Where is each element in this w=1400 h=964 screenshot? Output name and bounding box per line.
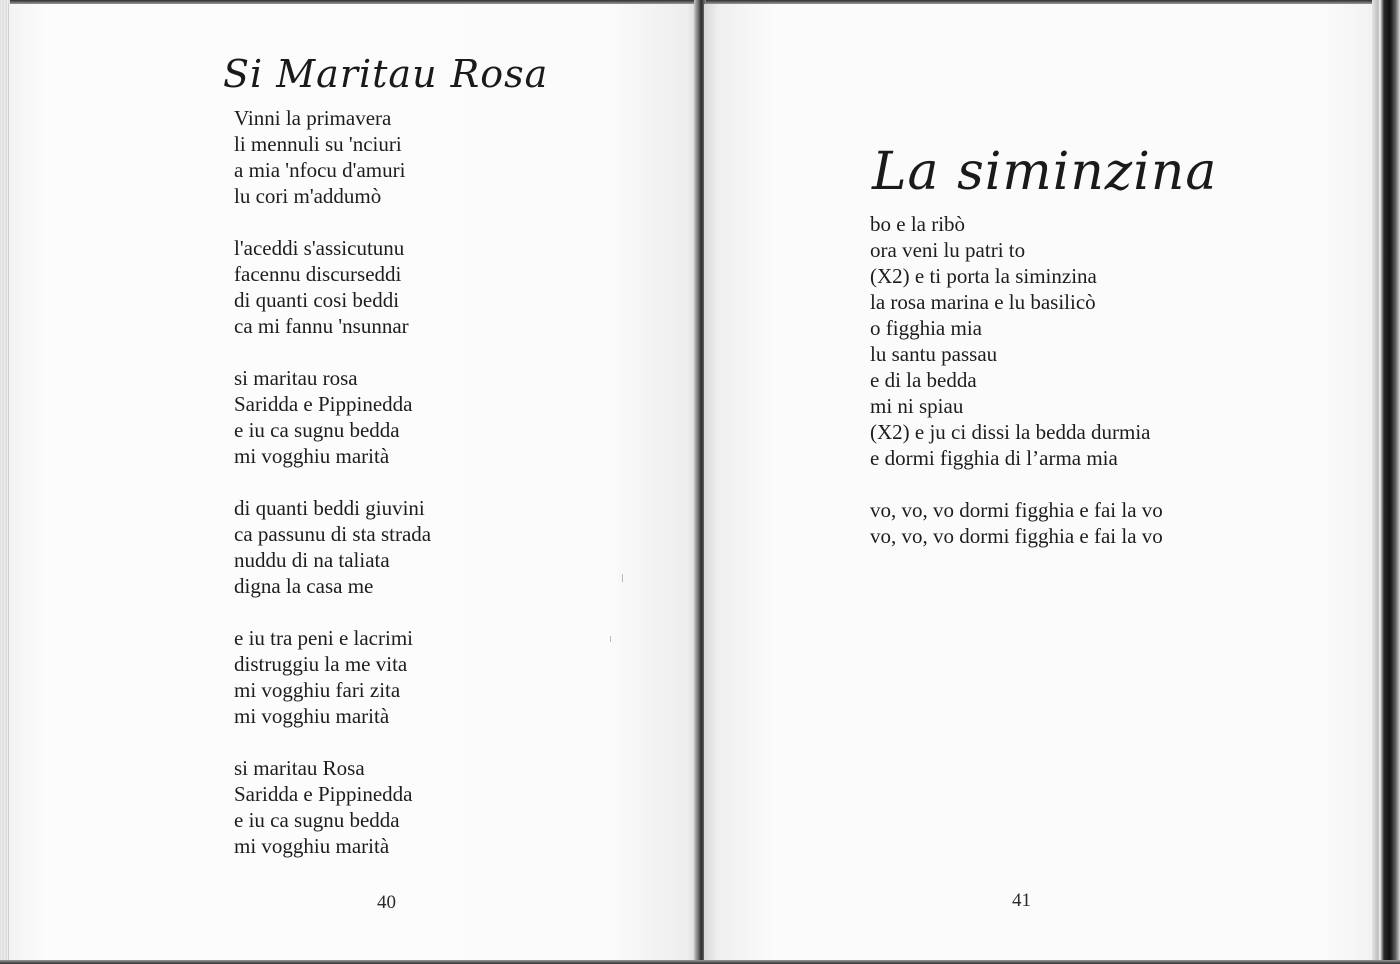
stanza-gap (870, 471, 1163, 497)
stanza-gap (234, 729, 431, 755)
stanza-gap (234, 469, 431, 495)
paper-speck (610, 636, 611, 642)
poem-line: si maritau rosa (234, 366, 358, 390)
poem-line: (X2) e ti porta la siminzina (870, 264, 1097, 288)
paper-speck (622, 574, 623, 582)
poem-line: mi ni spiau (870, 394, 964, 418)
poem-line: di quanti cosi beddi (234, 288, 400, 312)
poem-line: mi vogghiu marità (234, 704, 390, 728)
stanza (234, 365, 431, 469)
poem-line: nuddu di na taliata (234, 548, 390, 572)
poem-line: digna la casa me (234, 574, 374, 598)
stanza (870, 211, 1163, 471)
poem-line: lu cori m'addumò (234, 184, 382, 208)
poem-line: bo e la ribò (870, 212, 966, 236)
stanza (234, 625, 431, 729)
right-page-title: La siminzina (872, 142, 1218, 202)
poem-line: e di la bedda (870, 368, 977, 392)
poem-line: e iu ca sugnu bedda (234, 808, 400, 832)
poem-line: ca passunu di sta strada (234, 522, 432, 546)
poem-line: vo, vo, vo dormi figghia e fai la vo (870, 498, 1163, 522)
poem-line: mi vogghiu marità (234, 834, 390, 858)
stanza (870, 497, 1163, 549)
stanza-gap (234, 599, 431, 625)
poem-line: e iu tra peni e lacrimi (234, 626, 414, 650)
stanza-gap (234, 209, 431, 235)
poem-line: distruggiu la me vita (234, 652, 408, 676)
page-number: 41 (1012, 890, 1031, 911)
left-page-title: Si Maritau Rosa (223, 52, 549, 96)
left-poem (234, 105, 431, 859)
stanza (234, 105, 431, 209)
poem-line: mi vogghiu fari zita (234, 678, 401, 702)
poem-line: Saridda e Pippinedda (234, 782, 413, 806)
stanza (234, 755, 431, 859)
poem-line: e dormi figghia di l’arma mia (870, 446, 1118, 470)
poem-line: (X2) e ju ci dissi la bedda durmia (870, 420, 1151, 444)
stanza-gap (234, 339, 431, 365)
poem-line: facennu discurseddi (234, 262, 402, 286)
poem-line: di quanti beddi giuvini (234, 496, 425, 520)
poem-line: si maritau Rosa (234, 756, 365, 780)
poem-line: la rosa marina e lu basilicò (870, 290, 1096, 314)
poem-line: l'aceddi s'assicutunu (234, 236, 405, 260)
poem-line: ora veni lu patri to (870, 238, 1026, 262)
poem-line: li mennuli su 'nciuri (234, 132, 402, 156)
poem-line: Vinni la primavera (234, 106, 392, 130)
page-number: 40 (377, 892, 396, 913)
left-page (8, 4, 696, 960)
poem-line: o figghia mia (870, 316, 982, 340)
poem-line: lu santu passau (870, 342, 998, 366)
poem-line: vo, vo, vo dormi figghia e fai la vo (870, 524, 1163, 548)
poem-line: a mia 'nfocu d'amuri (234, 158, 406, 182)
right-page (704, 4, 1372, 960)
right-page-edges (1372, 0, 1400, 964)
stanza (234, 235, 431, 339)
poem-line: mi vogghiu marità (234, 444, 390, 468)
poem-line: ca mi fannu 'nsunnar (234, 314, 409, 338)
poem-line: Saridda e Pippinedda (234, 392, 413, 416)
poem-line: e iu ca sugnu bedda (234, 418, 400, 442)
scan-bottom-border (0, 960, 1400, 964)
stanza (234, 495, 431, 599)
right-poem (870, 211, 1163, 549)
